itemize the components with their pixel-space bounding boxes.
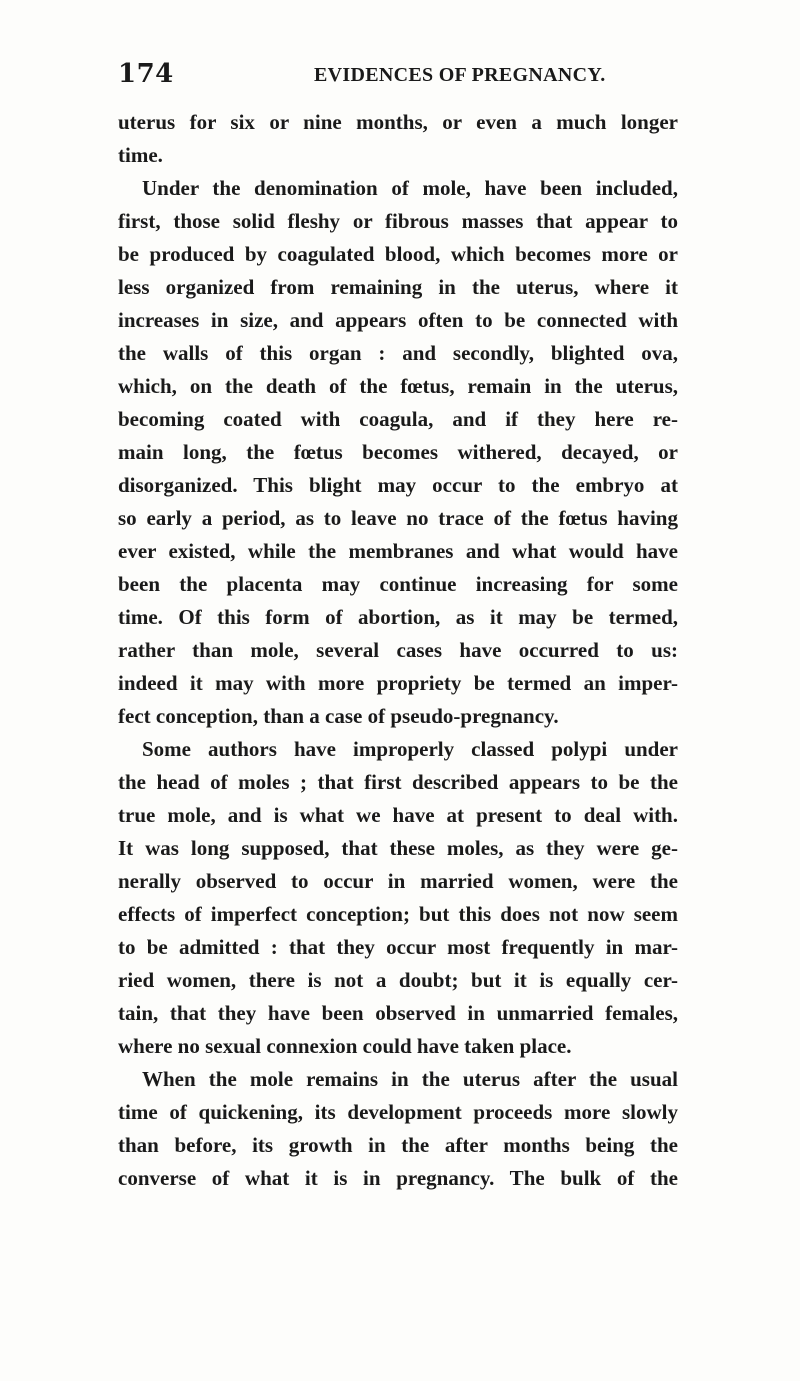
text-line: indeed it may with more propriety be termed an imper- xyxy=(118,671,678,695)
text-line: converse of what it is in pregnancy. The bulk of the xyxy=(118,1166,678,1190)
text-line: tain, that they have been observed in unmarried females, xyxy=(118,1001,678,1025)
page-header xyxy=(118,58,678,90)
text-line: so early a period, as to leave no trace of the fœtus having xyxy=(118,506,678,530)
text-line: When the mole remains in the uterus after the usual xyxy=(142,1067,678,1091)
text-line: ever existed, while the membranes and what would have xyxy=(118,539,678,563)
text-line: disorganized. This blight may occur to the embryo at xyxy=(118,473,678,497)
text-line: be produced by coagulated blood, which becomes more or xyxy=(118,242,678,266)
text-line: Under the denomination of mole, have been included, xyxy=(142,176,678,200)
paragraph xyxy=(118,1063,678,1195)
page-number: 174 xyxy=(118,59,174,89)
text-line: to be admitted : that they occur most frequently in mar- xyxy=(118,935,678,959)
text-line: increases in size, and appears often to be connected with xyxy=(118,308,678,332)
running-title: EVIDENCES OF PREGNANCY. xyxy=(314,64,606,86)
text-line: the walls of this organ : and secondly, blighted ova, xyxy=(118,341,678,365)
text-line: where no sexual connexion could have taken place. xyxy=(118,1034,572,1058)
text-line: fect conception, than a case of pseudo-pregnancy. xyxy=(118,704,559,728)
text-line: effects of imperfect conception; but this does not now seem xyxy=(118,902,678,926)
body-text xyxy=(118,106,678,1195)
text-line: rather than mole, several cases have occurred to us: xyxy=(118,638,678,662)
text-line: the head of moles ; that first described appears to be the xyxy=(118,770,678,794)
text-line: becoming coated with coagula, and if they here re- xyxy=(118,407,678,431)
text-line: main long, the fœtus becomes withered, decayed, or xyxy=(118,440,678,464)
text-line: nerally observed to occur in married women, were the xyxy=(118,869,678,893)
text-line: Some authors have improperly classed polypi under xyxy=(142,737,678,761)
paragraph xyxy=(118,733,678,1063)
text-line: been the placenta may continue increasing for some xyxy=(118,572,678,596)
paragraph xyxy=(118,172,678,733)
text-line: first, those solid fleshy or fibrous masses that appear to xyxy=(118,209,678,233)
text-line: less organized from remaining in the uterus, where it xyxy=(118,275,678,299)
paragraph xyxy=(118,106,678,172)
text-line: true mole, and is what we have at present to deal with. xyxy=(118,803,678,827)
text-line: than before, its growth in the after months being the xyxy=(118,1133,678,1157)
text-line: time of quickening, its development proceeds more slowly xyxy=(118,1100,678,1124)
text-line: time. Of this form of abortion, as it may be termed, xyxy=(118,605,678,629)
text-line: uterus for six or nine months, or even a much longer xyxy=(118,110,678,134)
text-line: which, on the death of the fœtus, remain in the uterus, xyxy=(118,374,678,398)
text-line: It was long supposed, that these moles, as they were ge- xyxy=(118,836,678,860)
text-line: ried women, there is not a doubt; but it is equally cer- xyxy=(118,968,678,992)
text-line: time. xyxy=(118,143,163,167)
